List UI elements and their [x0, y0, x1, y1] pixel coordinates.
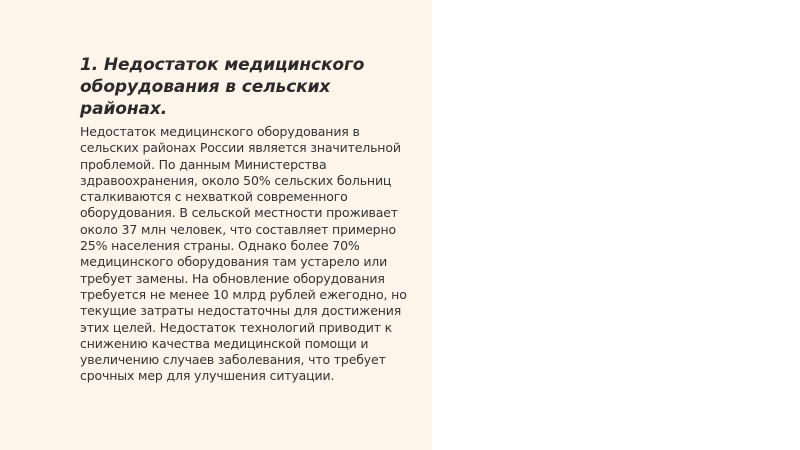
slide-title: 1. Недостаток медицинского оборудования в сельских районах.: [80, 55, 365, 119]
blank-panel: [432, 0, 800, 450]
slide-body-text: Недостаток медицинского оборудования в сельских районах России является значительной проблемой. По данным Министерства здравоохранения, около 50% сельских больниц сталкиваются с нехваткой современного оборудования. В сельской местности проживает около 37 млн человек, что составляет примерно 25% населения страны. Однако более 70% медицинского оборудования там устарело или требует замены. На обновление оборудования требуется не менее 10 млрд рублей ежегодно, но текущие затраты недостаточны для достижения этих целей. Недостаток технологий приводит к снижению качества медицинской помощи и увеличению случаев заболевания, что требует срочных мер для улучшения ситуации.: [80, 124, 407, 384]
